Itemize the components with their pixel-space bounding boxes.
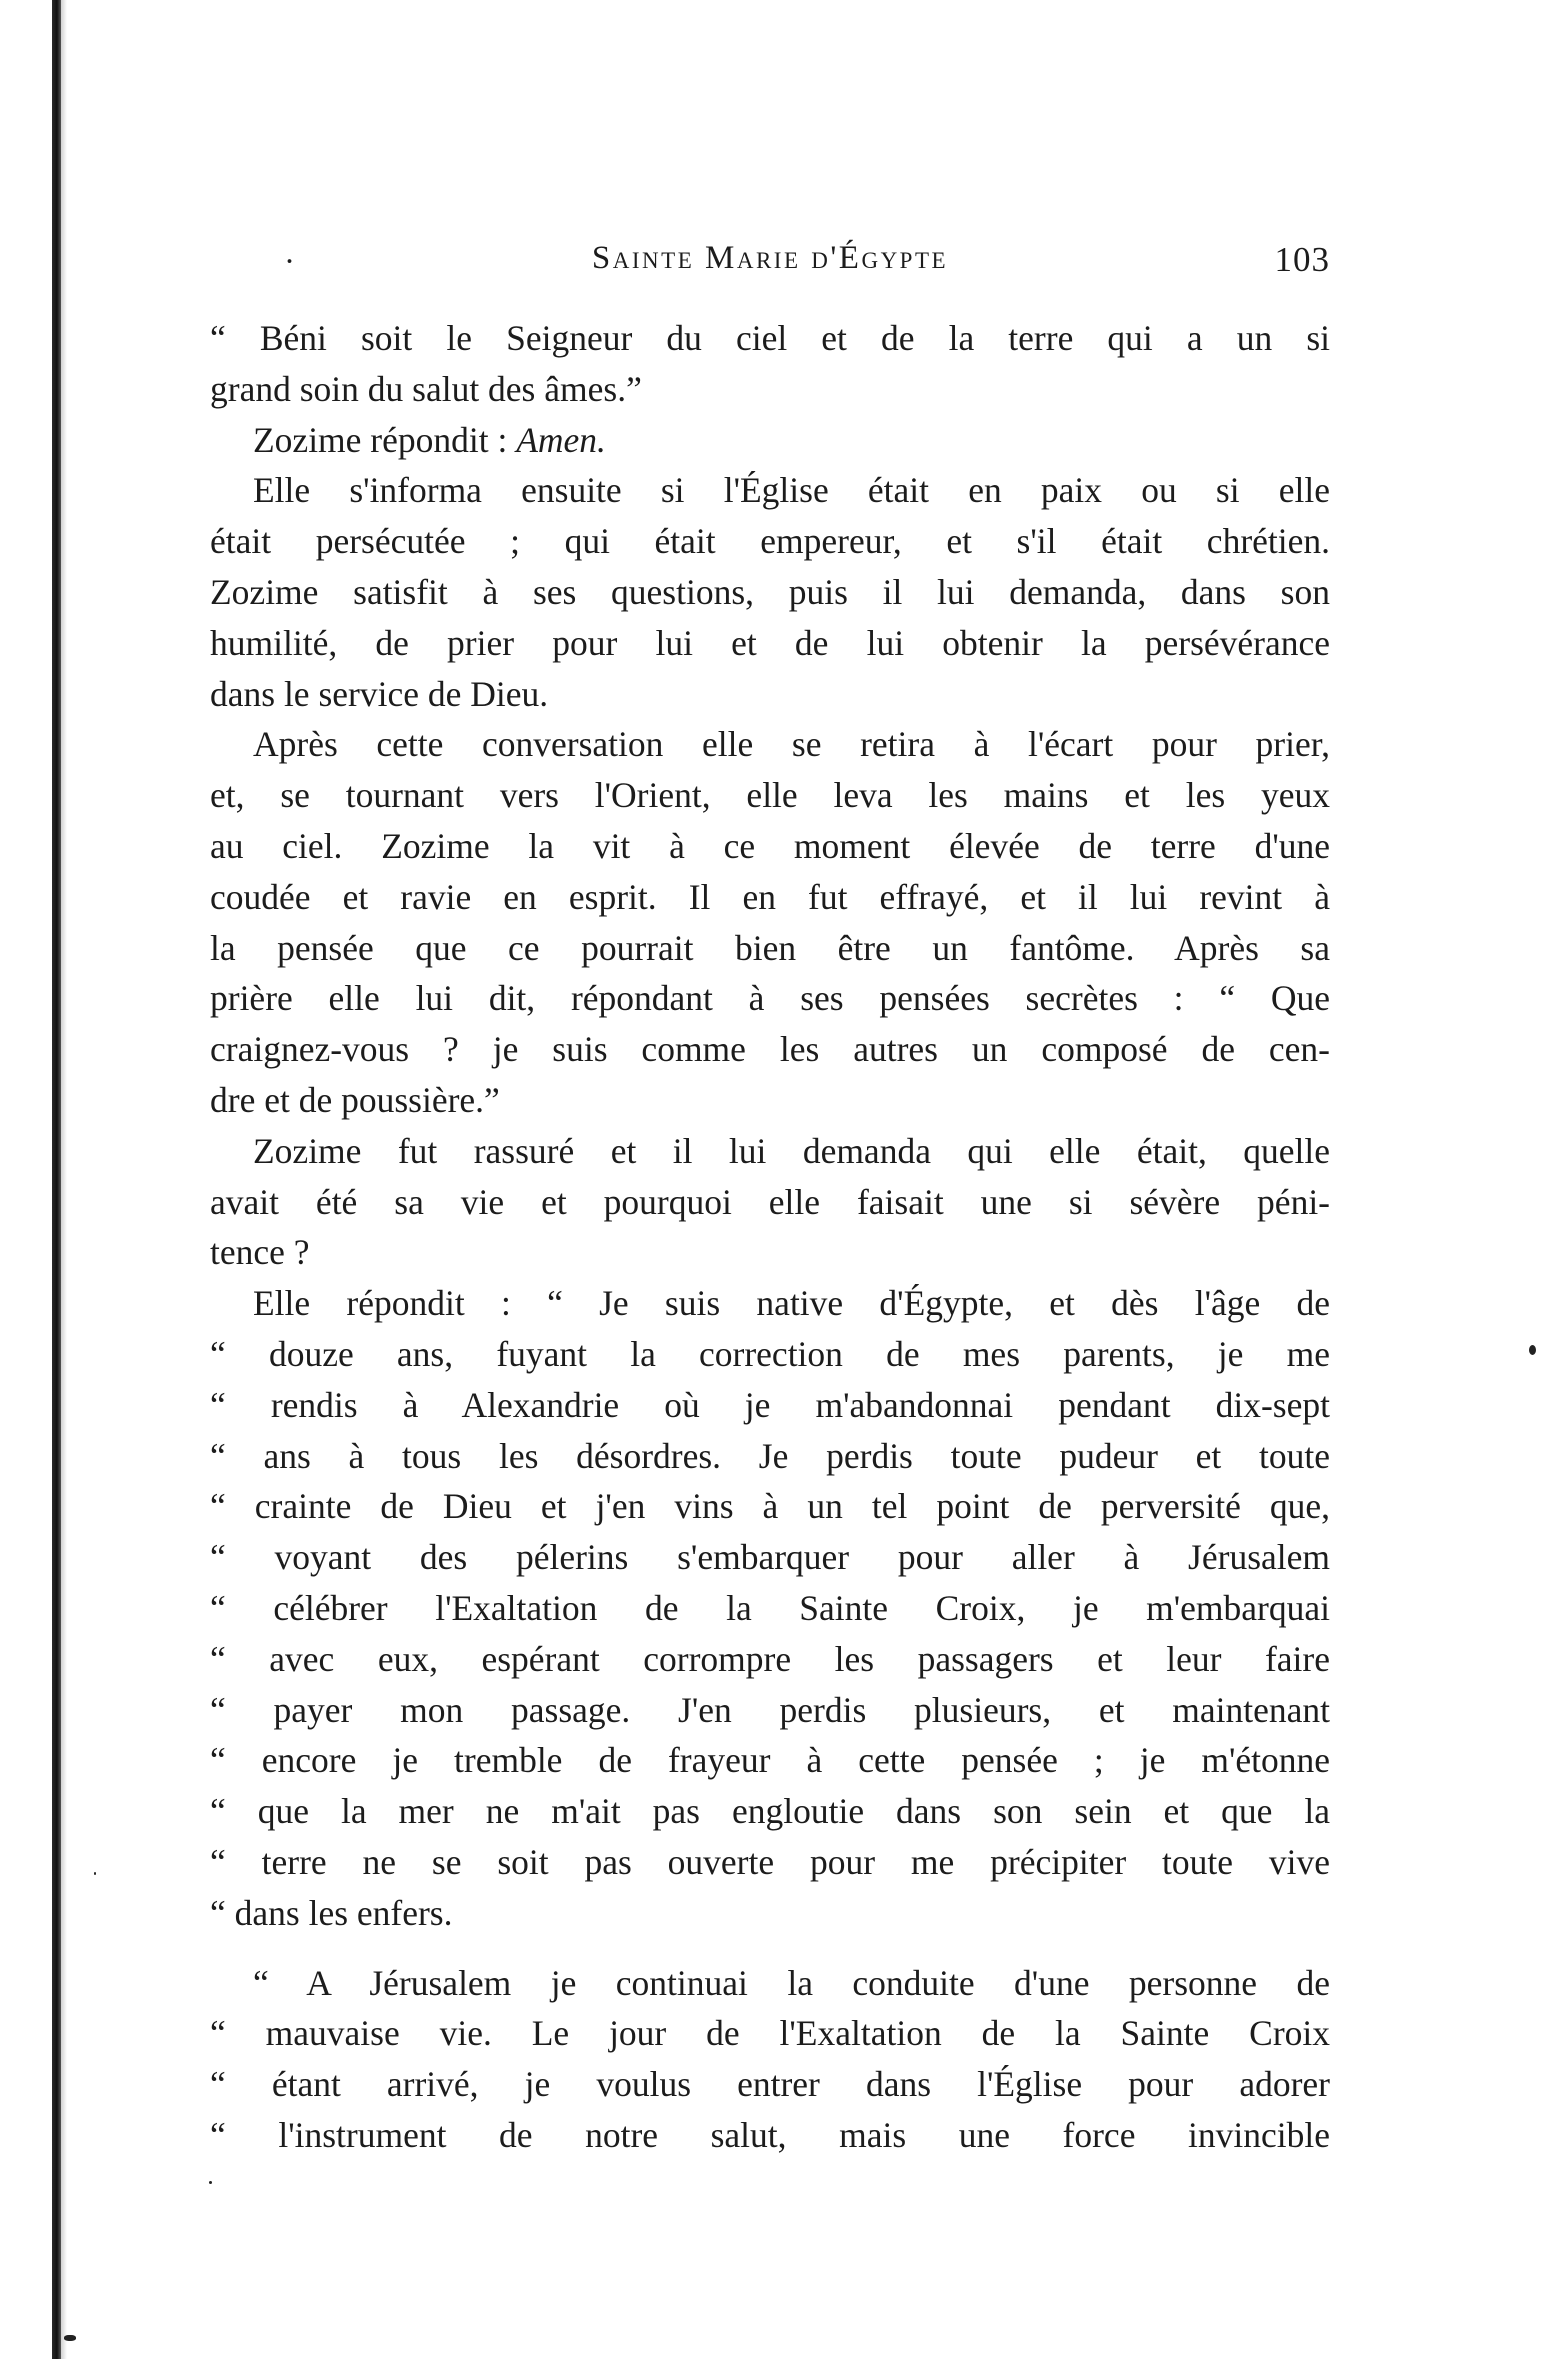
text-line: “ crainte de Dieu et j'en vins à un tel point de perversité que, [210,1486,1330,1527]
text-line: dans le service de Dieu. [210,673,549,714]
text-line: “ Béni soit le Seigneur du ciel et de la terre qui a un si [210,318,1330,358]
ink-speck [1529,1345,1536,1355]
header-dot: · [284,244,298,280]
page-number: 103 [1274,240,1330,279]
page-header [210,240,1330,284]
text-line: la pensée que ce pourrait bien être un fantôme. Après sa [210,927,1330,968]
text-line: Zozime fut rassuré et il lui demanda qui elle était, quelle [253,1130,1330,1171]
text-line: grand soin du salut des âmes.” [210,368,642,409]
text-line: “ étant arrivé, je voulus entrer dans l'Église pour adorer [210,2064,1330,2105]
text-line: “ voyant des pélerins s'embarquer pour aller à Jérusalem [210,1537,1330,1578]
text-line: était persécutée ; qui était empereur, et s'il était chrétien. [210,521,1330,562]
text-line: “ terre ne se soit pas ouverte pour me précipiter toute vive [210,1841,1330,1882]
running-title: Sainte Marie d'Égypte [591,240,949,276]
text-line: dre et de poussière.” [210,1079,500,1120]
text-line: humilité, de prier pour lui et de lui obtenir la persévérance [210,622,1330,663]
ink-speck [94,1872,96,1875]
book-spine [52,0,61,2359]
text-line: “ que la mer ne m'ait pas engloutie dans son sein et que la [210,1791,1330,1832]
text-line: “ ans à tous les désordres. Je perdis toute pudeur et toute [210,1435,1330,1476]
text-line: Zozime répondit : Amen. [253,419,606,460]
spine-shadow [61,0,67,2359]
text-line: “ payer mon passage. J'en perdis plusieurs, et maintenant [210,1689,1330,1730]
text-line: “ avec eux, espérant corrompre les passagers et leur faire [210,1638,1330,1679]
text-line: Après cette conversation elle se retira à l'écart pour prier, [253,724,1330,765]
text-line: coudée et ravie en esprit. Il en fut effrayé, et il lui revint à [210,876,1330,917]
italic-amen: Amen. [516,419,606,460]
text-line: craignez-vous ? je suis comme les autres un composé de cen- [210,1029,1330,1070]
text-line: tence ? [210,1232,310,1273]
body-text [210,313,1330,2161]
text-line: et, se tournant vers l'Orient, elle leva les mains et les yeux [210,775,1330,816]
ink-speck [64,2335,76,2341]
text-line: “ douze ans, fuyant la correction de mes parents, je me [210,1333,1330,1374]
text-line: “ encore je tremble de frayeur à cette pensée ; je m'étonne [210,1740,1330,1781]
text-line: “ célébrer l'Exaltation de la Sainte Croix, je m'embarquai [210,1587,1330,1628]
ink-speck [209,2181,212,2184]
text-line: Elle répondit : “ Je suis native d'Égypte, et dès l'âge de [253,1283,1330,1324]
text-line: “ A Jérusalem je continuai la conduite d'une personne de [253,1962,1330,2003]
text-line: Elle s'informa ensuite si l'Église était en paix ou si elle [253,470,1330,511]
text-line: Zozime satisfit à ses questions, puis il lui demanda, dans son [210,571,1330,612]
text-line: “ mauvaise vie. Le jour de l'Exaltation de la Sainte Croix [210,2013,1330,2054]
text-line: “ dans les enfers. [210,1892,453,1933]
text-line: au ciel. Zozime la vit à ce moment élevée de terre d'une [210,825,1330,866]
text-line: prière elle lui dit, répondant à ses pensées secrètes : “ Que [210,978,1330,1019]
text-line: “ l'instrument de notre salut, mais une force invincible [210,2114,1330,2155]
text-line: avait été sa vie et pourquoi elle faisait une si sévère péni- [210,1181,1330,1222]
text-line: “ rendis à Alexandrie où je m'abandonnai pendant dix-sept [210,1384,1330,1425]
